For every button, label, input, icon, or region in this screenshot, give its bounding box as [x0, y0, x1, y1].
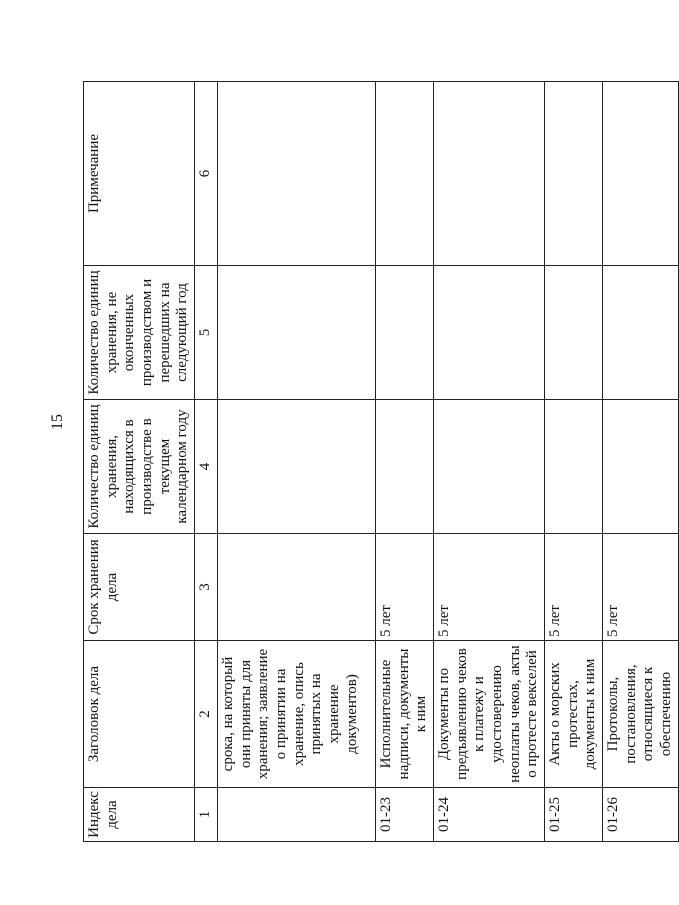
nomenclature-table	[83, 81, 679, 842]
cell-note	[603, 82, 679, 266]
cell-index: 01-23	[375, 788, 433, 842]
column-number: 3	[195, 534, 218, 641]
cell-next-year	[375, 266, 433, 400]
cell-next-year	[603, 266, 679, 400]
cell-term: 5 лет	[375, 534, 433, 641]
column-number-row	[195, 82, 218, 842]
cell-index: 01-26	[603, 788, 679, 842]
cell-title: Исполнительные надписи, документы к ним	[375, 641, 433, 788]
cell-term: 5 лет	[433, 534, 544, 641]
header-current-year: Количество единиц хранения, находящихся в производстве в текущем календарном году	[84, 400, 195, 534]
header-title: Заголовок дела	[84, 641, 195, 788]
header-next-year: Количество единиц хранения, не оконченных производством и перешедших на следующий год	[84, 266, 195, 400]
header-term: Срок хранения дела	[84, 534, 195, 641]
cell-title: Документы по предъявлению чеков к платежу и удостоверению неоплаты чеков, акты о протесте векселей	[433, 641, 544, 788]
cell-term: 5 лет	[603, 534, 679, 641]
cell-next-year	[545, 266, 603, 400]
cell-title: срока, на который они приняты для хранения; заявление о принятии на хранение, опись принятых на хранение документов)	[217, 641, 375, 788]
cell-index: 01-25	[545, 788, 603, 842]
cell-next-year	[433, 266, 544, 400]
cell-current-year	[545, 400, 603, 534]
cell-next-year	[217, 266, 375, 400]
table-row	[545, 82, 603, 842]
header-index: Индекс дела	[84, 788, 195, 842]
header-row	[84, 82, 195, 842]
table-row	[217, 82, 375, 842]
cell-note	[375, 82, 433, 266]
cell-current-year	[217, 400, 375, 534]
table-row	[433, 82, 544, 842]
cell-title: Протоколы, постановления, относящиеся к обеспечению	[603, 641, 679, 788]
cell-note	[433, 82, 544, 266]
cell-term	[217, 534, 375, 641]
column-number: 5	[195, 266, 218, 400]
column-number: 4	[195, 400, 218, 534]
cell-title: Акты о морских протестах, документы к ним	[545, 641, 603, 788]
table-row	[375, 82, 433, 842]
cell-current-year	[433, 400, 544, 534]
cell-current-year	[603, 400, 679, 534]
column-number: 2	[195, 641, 218, 788]
cell-index	[217, 788, 375, 842]
cell-note	[545, 82, 603, 266]
cell-index: 01-24	[433, 788, 544, 842]
page-number: 15	[49, 414, 66, 430]
nomenclature-table-wrapper	[83, 82, 675, 842]
cell-note	[217, 82, 375, 266]
column-number: 1	[195, 788, 218, 842]
cell-current-year	[375, 400, 433, 534]
cell-term: 5 лет	[545, 534, 603, 641]
column-number: 6	[195, 82, 218, 266]
table-row	[603, 82, 679, 842]
header-note: Примечание	[84, 82, 195, 266]
